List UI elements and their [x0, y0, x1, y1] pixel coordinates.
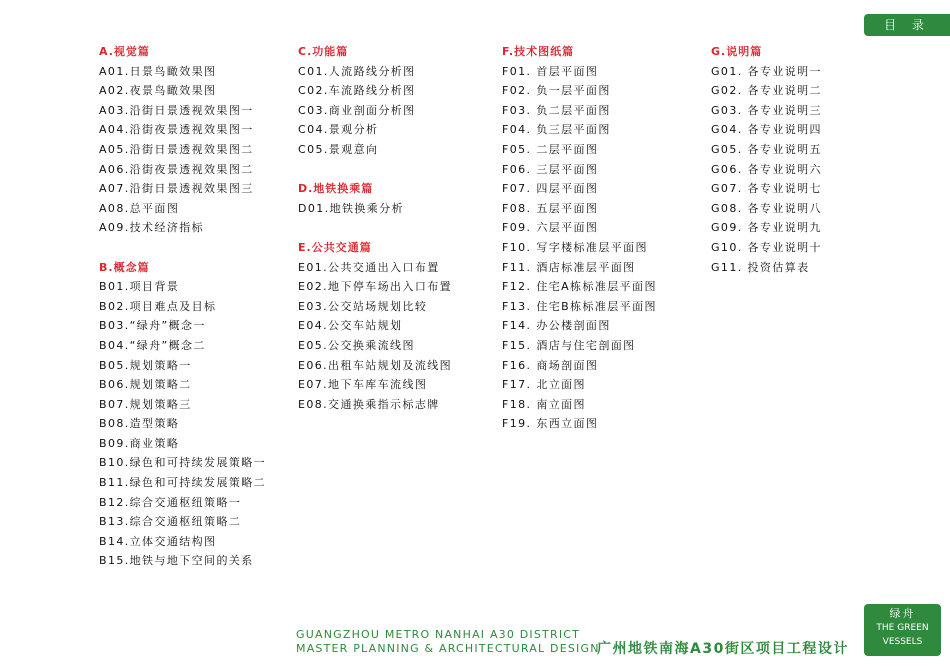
- toc-item: F14. 办公楼剖面图: [502, 319, 611, 333]
- footer-english-line-1: GUANGZHOU METRO NANHAI A30 DISTRICT: [296, 628, 581, 641]
- toc-item: B13.综合交通枢纽策略二: [99, 515, 242, 529]
- footer-english-title: [296, 628, 600, 656]
- section-a-list: [99, 62, 266, 238]
- toc-item: B11.绿色和可持续发展策略二: [99, 476, 267, 490]
- footer-english-line-2: MASTER PLANNING & ARCHITECTURAL DESIGN: [296, 642, 600, 655]
- section-title-c: C.功能篇: [298, 45, 349, 58]
- toc-item: E04.公交车站规划: [298, 319, 403, 333]
- toc-item: F06. 三层平面图: [502, 162, 599, 176]
- toc-item: A07.沿街日景透视效果图三: [99, 182, 254, 196]
- toc-item: E01.公共交通出入口布置: [298, 260, 440, 274]
- toc-item: B03.“绿舟”概念一: [99, 319, 206, 333]
- section-title-g: G.说明篇: [711, 45, 763, 58]
- toc-item: B07.规划策略三: [99, 397, 192, 411]
- toc-item: E08.交通换乘指示标志牌: [298, 397, 440, 411]
- toc-item: B04.“绿舟”概念二: [99, 338, 206, 352]
- toc-item: F16. 商场剖面图: [502, 358, 599, 372]
- section-title-d: D.地铁换乘篇: [298, 182, 374, 196]
- toc-item: G02. 各专业说明二: [711, 84, 822, 98]
- toc-item: C01.人流路线分析图: [298, 64, 416, 78]
- toc-item: A06.沿街夜景透视效果图二: [99, 162, 254, 176]
- toc-item: B02.项目难点及目标: [99, 299, 217, 313]
- toc-column-3: [502, 42, 657, 434]
- section-d-list: [298, 199, 452, 219]
- toc-item: E07.地下车库车流线图: [298, 378, 428, 392]
- toc-item: A09.技术经济指标: [99, 221, 205, 235]
- toc-item: F18. 南立面图: [502, 397, 586, 411]
- toc-item: G06. 各专业说明六: [711, 162, 822, 176]
- section-g-list: [711, 62, 822, 278]
- toc-item: B08.造型策略: [99, 417, 180, 431]
- section-title-b: B.概念篇: [99, 260, 150, 274]
- toc-item: G11. 投资估算表: [711, 260, 810, 274]
- toc-tab: 目 录: [864, 14, 950, 36]
- section-e-list: [298, 258, 452, 415]
- toc-item: E03.公交站场规划比较: [298, 299, 428, 313]
- section-f-list: [502, 62, 657, 434]
- toc-item: C02.车流路线分析图: [298, 84, 416, 98]
- section-c-list: [298, 62, 452, 160]
- toc-item: F10. 写字楼标准层平面图: [502, 240, 648, 254]
- toc-column-2: [298, 42, 452, 414]
- toc-item: F13. 住宅B栋标准层平面图: [502, 299, 657, 313]
- toc-item: F05. 二层平面图: [502, 142, 599, 156]
- section-title-a: A.视觉篇: [99, 45, 150, 58]
- toc-item: F11. 酒店标准层平面图: [502, 260, 636, 274]
- toc-item: G01. 各专业说明一: [711, 64, 822, 78]
- toc-item: F08. 五层平面图: [502, 201, 599, 215]
- toc-item: G05. 各专业说明五: [711, 142, 822, 156]
- toc-item: F03. 负二层平面图: [502, 103, 611, 117]
- badge-chinese-label: 绿舟: [889, 607, 916, 620]
- toc-item: B01.项目背景: [99, 280, 180, 294]
- toc-item: A08.总平面图: [99, 201, 180, 215]
- toc-item: F15. 酒店与住宅剖面图: [502, 338, 636, 352]
- green-vessels-badge: [864, 604, 941, 656]
- toc-item: F07. 四层平面图: [502, 182, 599, 196]
- toc-item: B12.综合交通枢纽策略一: [99, 495, 242, 509]
- toc-item: F12. 住宅A栋标准层平面图: [502, 280, 657, 294]
- toc-item: G03. 各专业说明三: [711, 103, 822, 117]
- toc-item: C03.商业剖面分析图: [298, 103, 416, 117]
- toc-item: E05.公交换乘流线图: [298, 338, 415, 352]
- toc-item: F04. 负三层平面图: [502, 123, 611, 137]
- toc-item: A04.沿街夜景透视效果图一: [99, 123, 254, 137]
- toc-item: A02.夜景鸟瞰效果图: [99, 84, 217, 98]
- toc-item: C05.景观意向: [298, 142, 379, 156]
- toc-item: A03.沿街日景透视效果图一: [99, 103, 254, 117]
- toc-item: F02. 负一层平面图: [502, 84, 611, 98]
- section-title-e: E.公共交通篇: [298, 240, 372, 254]
- toc-item: B09.商业策略: [99, 436, 180, 450]
- section-b-list: [99, 277, 266, 571]
- toc-item: F17. 北立面图: [502, 378, 586, 392]
- toc-column-1: [99, 42, 266, 571]
- toc-item: G04. 各专业说明四: [711, 123, 822, 137]
- toc-item: B15.地铁与地下空间的关系: [99, 554, 254, 568]
- toc-item: E02.地下停车场出入口布置: [298, 280, 453, 294]
- badge-english-line-2: VESSELS: [882, 637, 923, 647]
- toc-item: G09. 各专业说明九: [711, 221, 822, 235]
- toc-item: C04.景观分析: [298, 123, 379, 137]
- toc-item: G08. 各专业说明八: [711, 201, 822, 215]
- section-title-f: F.技术图纸篇: [502, 45, 575, 58]
- toc-item: E06.出租车站规划及流线图: [298, 358, 453, 372]
- toc-item: F19. 东西立面图: [502, 417, 599, 431]
- footer-chinese-title: 广州地铁南海A30街区项目工程设计: [597, 641, 849, 657]
- toc-column-4: [711, 42, 822, 277]
- toc-item: B06.规划策略二: [99, 378, 192, 392]
- toc-item: B10.绿色和可持续发展策略一: [99, 456, 267, 470]
- toc-item: F09. 六层平面图: [502, 221, 599, 235]
- toc-item: G07. 各专业说明七: [711, 182, 822, 196]
- toc-item: A01.日景鸟瞰效果图: [99, 64, 217, 78]
- toc-item: A05.沿街日景透视效果图二: [99, 142, 254, 156]
- toc-item: B05.规划策略一: [99, 358, 192, 372]
- toc-item: G10. 各专业说明十: [711, 240, 822, 254]
- toc-item: D01.地铁换乘分析: [298, 201, 404, 215]
- toc-item: B14.立体交通结构图: [99, 534, 217, 548]
- badge-english-line-1: THE GREEN: [876, 623, 929, 633]
- toc-item: F01. 首层平面图: [502, 64, 599, 78]
